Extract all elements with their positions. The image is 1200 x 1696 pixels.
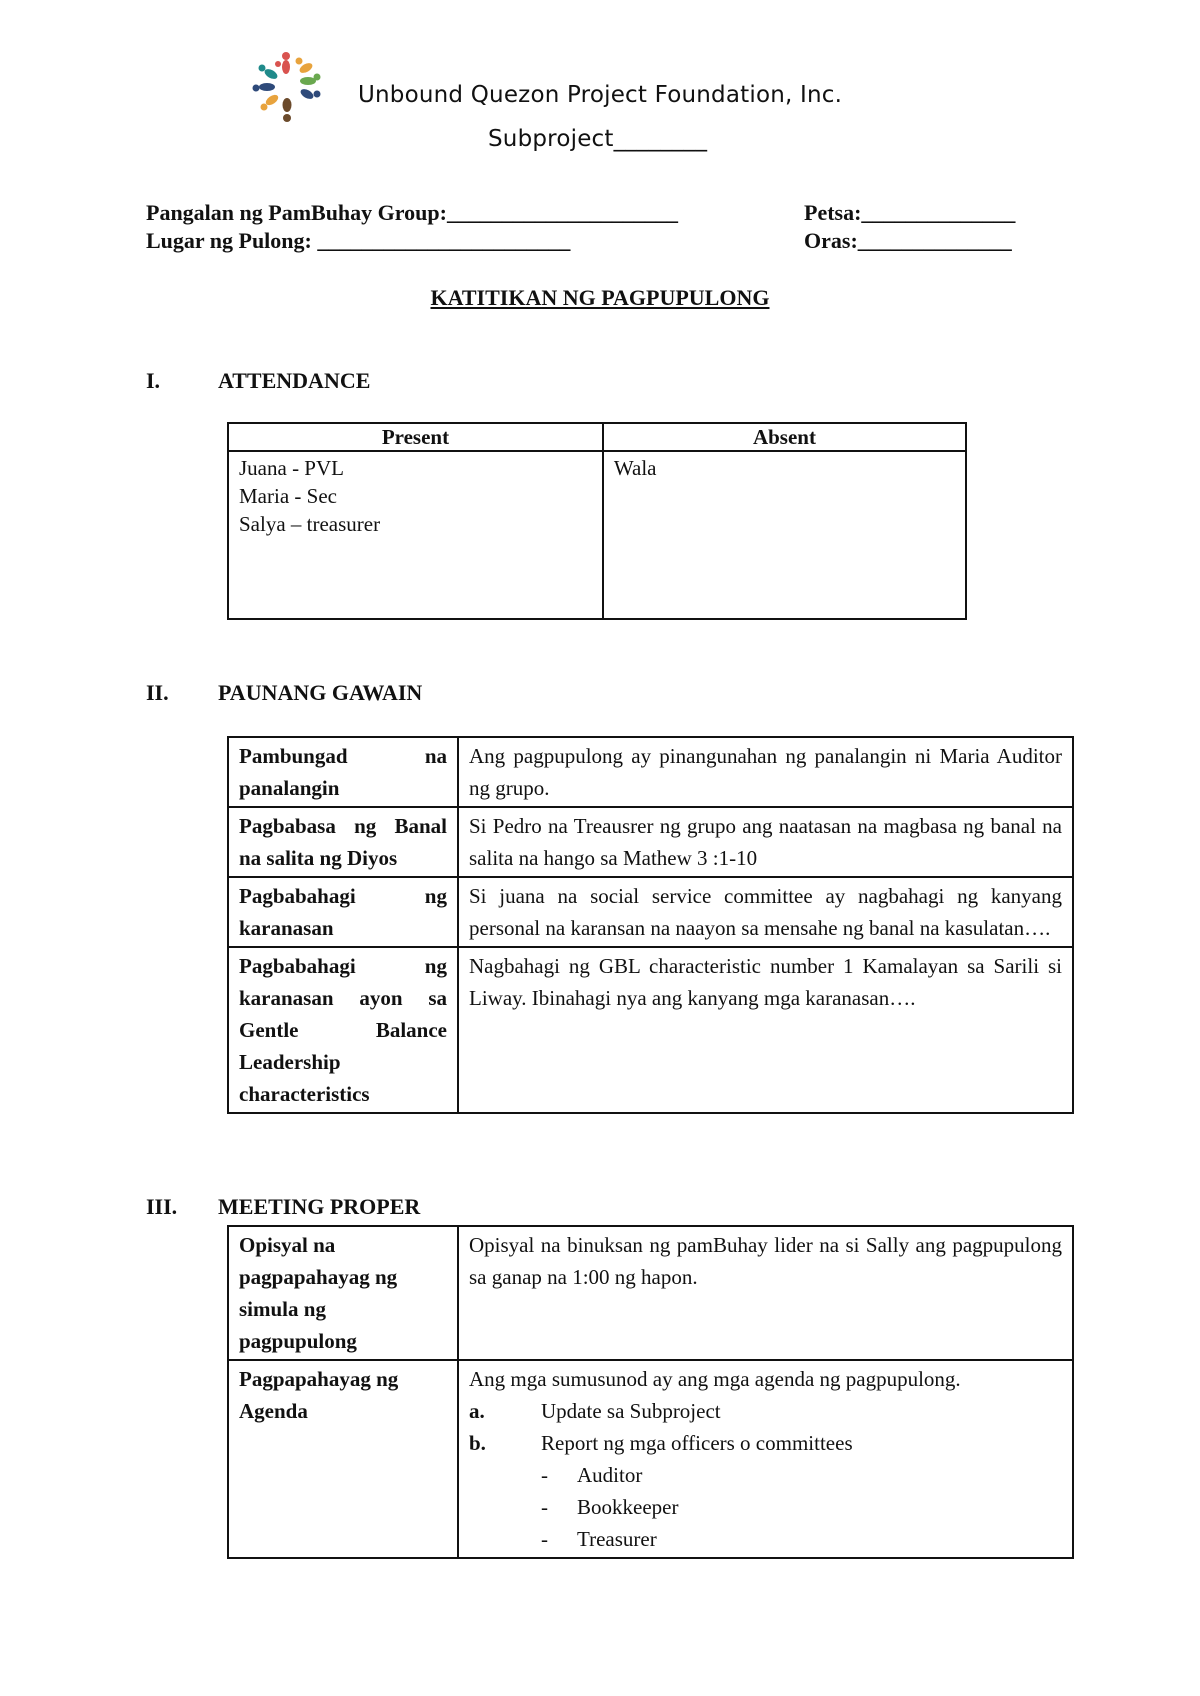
present-entry: Maria - Sec	[239, 484, 337, 508]
section-title: MEETING PROPER	[218, 1194, 421, 1219]
absent-header: Absent	[603, 423, 966, 451]
agenda-item	[469, 1395, 1062, 1427]
time-field: Oras:______________	[804, 228, 1012, 253]
present-entry: Juana - PVL	[239, 456, 344, 480]
present-entry: Salya – treasurer	[239, 512, 381, 536]
attendance-table	[227, 422, 967, 620]
row-text: Nagbahagi ng GBL characteristic number 1 Kamalayan sa Sarili si Liway. Ibinahagi nya ang kanyang mga karanasan….	[458, 947, 1073, 1113]
section-title: ATTENDANCE	[218, 368, 371, 393]
subitem-marker: -	[541, 1495, 548, 1519]
agenda-subitem	[469, 1459, 1062, 1491]
agenda-text: Update sa Subproject	[541, 1399, 721, 1423]
agenda-cell	[458, 1360, 1073, 1558]
meeting-proper-table	[227, 1225, 1074, 1559]
group-name-field: Pangalan ng PamBuhay Group:_____________________	[146, 200, 678, 225]
table-row	[228, 947, 1073, 1113]
people-circle-logo-icon	[250, 50, 334, 124]
paunang-gawain-table	[227, 736, 1074, 1114]
agenda-intro: Ang mga sumusunod ay ang mga agenda ng pagpupulong.	[469, 1367, 961, 1391]
present-cell	[228, 451, 603, 619]
row-text: Si juana na social service committee ay nagbahagi ng kanyang personal na karansan na naayon sa mensahe ng banal na kasulatan….	[458, 877, 1073, 947]
subitem-text: Auditor	[577, 1463, 643, 1487]
organization-name: Unbound Quezon Project Foundation, Inc.	[358, 82, 843, 108]
row-label: Pagpapahayag ng Agenda	[228, 1360, 458, 1558]
subitem-marker: -	[541, 1463, 548, 1487]
row-label: Pagbabahagi ng karanasan	[228, 877, 458, 947]
row-label: Pagbabasa ng Banal na salita ng Diyos	[228, 807, 458, 877]
subitem-text: Bookkeeper	[577, 1495, 679, 1519]
subproject-line: Subproject________	[488, 126, 708, 152]
agenda-subitem	[469, 1491, 1062, 1523]
document-title: KATITIKAN NG PAGPUPULONG	[430, 285, 770, 310]
table-row	[228, 807, 1073, 877]
row-label: Pagbabahagi ng karanasan ayon sa Gentle Balance Leadership characteristics	[228, 947, 458, 1113]
present-header: Present	[228, 423, 603, 451]
row-text: Si Pedro na Treausrer ng grupo ang naatasan na magbasa ng banal na salita na hango sa Mathew 3 :1-10	[458, 807, 1073, 877]
section-number: III.	[146, 1194, 178, 1219]
section-title: PAUNANG GAWAIN	[218, 680, 423, 705]
agenda-marker: b.	[469, 1431, 486, 1455]
agenda-item	[469, 1427, 1062, 1459]
table-row	[228, 737, 1073, 807]
section-number: II.	[146, 680, 169, 705]
row-text: Opisyal na binuksan ng pamBuhay lider na si Sally ang pagpupulong sa ganap na 1:00 ng hapon.	[458, 1226, 1073, 1360]
subitem-text: Treasurer	[577, 1527, 657, 1551]
date-field: Petsa:______________	[804, 200, 1016, 225]
agenda-subitem	[469, 1523, 1062, 1555]
row-text: Ang pagpupulong ay pinangunahan ng panalangin ni Maria Auditor ng grupo.	[458, 737, 1073, 807]
table-row	[228, 877, 1073, 947]
agenda-marker: a.	[469, 1399, 485, 1423]
table-row	[228, 1360, 1073, 1558]
row-label: Pambungad na panalangin	[228, 737, 458, 807]
subitem-marker: -	[541, 1527, 548, 1551]
meeting-place-field: Lugar ng Pulong: _______________________	[146, 228, 571, 253]
section-number: I.	[146, 368, 161, 393]
absent-entry: Wala	[613, 456, 657, 480]
absent-cell	[603, 451, 966, 619]
row-label: Opisyal na pagpapahayag ng simula ng pagpupulong	[228, 1226, 458, 1360]
agenda-text: Report ng mga officers o committees	[541, 1431, 853, 1455]
table-row	[228, 1226, 1073, 1360]
